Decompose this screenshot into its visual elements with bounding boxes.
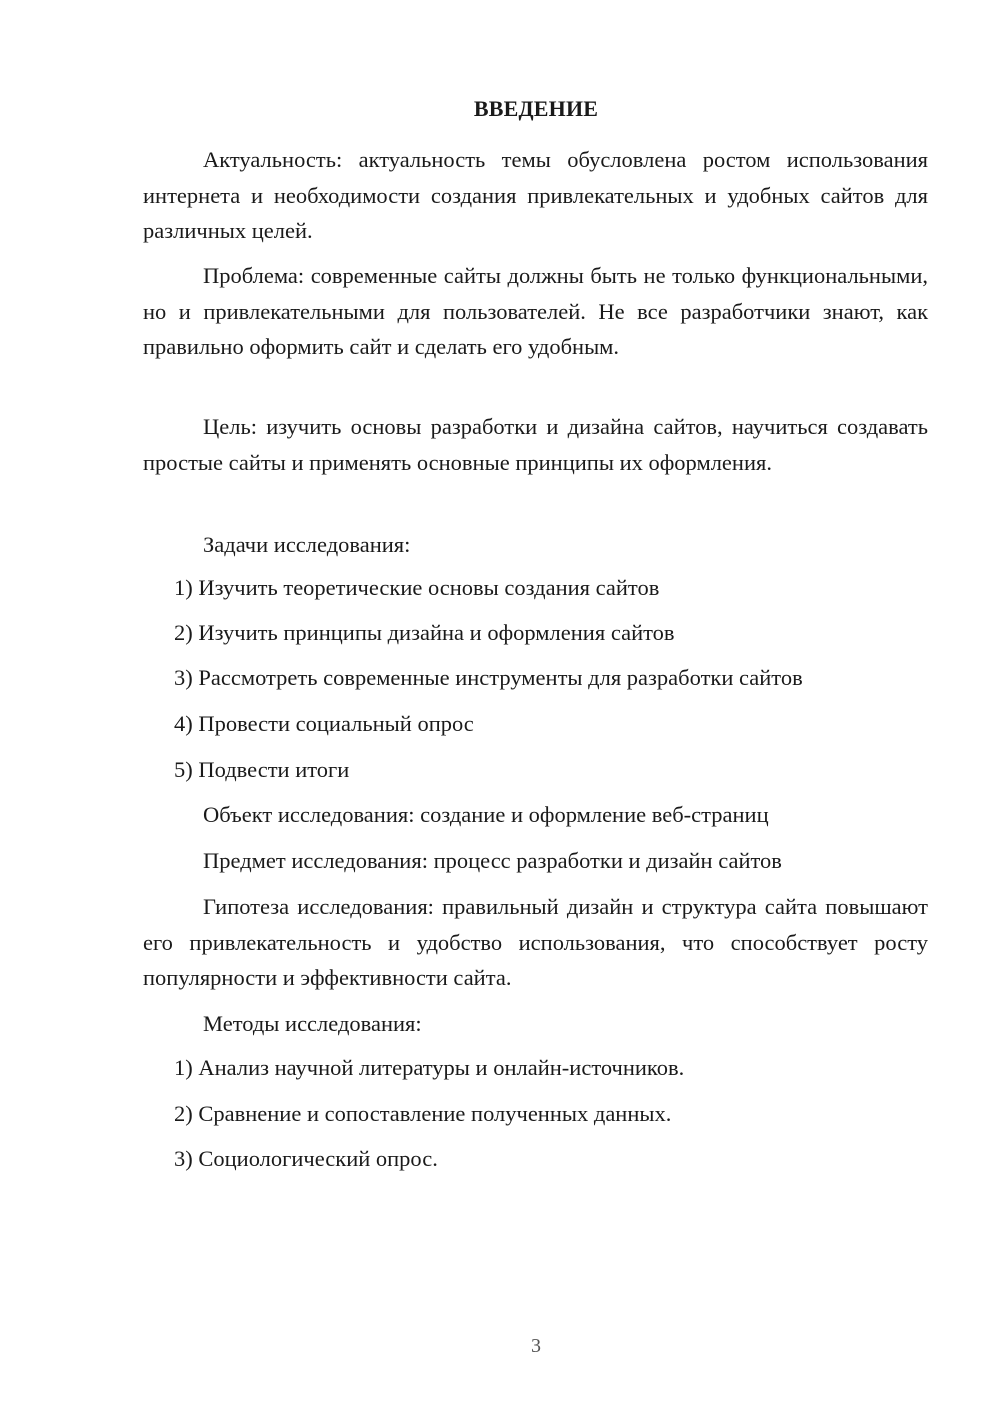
method-item: 1) Анализ научной литературы и онлайн-источников. [174,1055,685,1080]
problem-paragraph: Проблема: современные сайты должны быть не только функциональными, но и привлекательными для пользователей. Не все разработчики знают, как правильно оформить сайт и сделать его удобным. [143,263,928,359]
method-item: 2) Сравнение и сопоставление полученных данных. [174,1101,672,1126]
tasks-heading: Задачи исследования: [203,532,411,557]
section-title: ВВЕДЕНИЕ [473,96,599,121]
methods-heading: Методы исследования: [203,1011,422,1036]
object-paragraph: Объект исследования: создание и оформление веб-страниц [203,802,769,827]
method-item: 3) Социологический опрос. [174,1146,438,1171]
goal-paragraph: Цель: изучить основы разработки и дизайна сайтов, научиться создавать простые сайты и применять основные принципы их оформления. [143,414,928,475]
hypothesis-paragraph: Гипотеза исследования: правильный дизайн и структура сайта повышают его привлекательность и удобство использования, что способствует росту популярности и эффективности сайта. [143,894,928,990]
page-number: 3 [531,1335,541,1357]
task-item: 4) Провести социальный опрос [174,711,474,736]
task-item: 2) Изучить принципы дизайна и оформления сайтов [174,620,675,645]
subject-paragraph: Предмет исследования: процесс разработки и дизайн сайтов [203,848,782,873]
task-item: 5) Подвести итоги [174,757,350,782]
task-item: 3) Рассмотреть современные инструменты для разработки сайтов [174,665,803,690]
relevance-paragraph: Актуальность: актуальность темы обусловлена ростом использования интернета и необходимости создания привлекательных и удобных сайтов для различных целей. [143,147,928,243]
task-item: 1) Изучить теоретические основы создания сайтов [174,575,660,600]
